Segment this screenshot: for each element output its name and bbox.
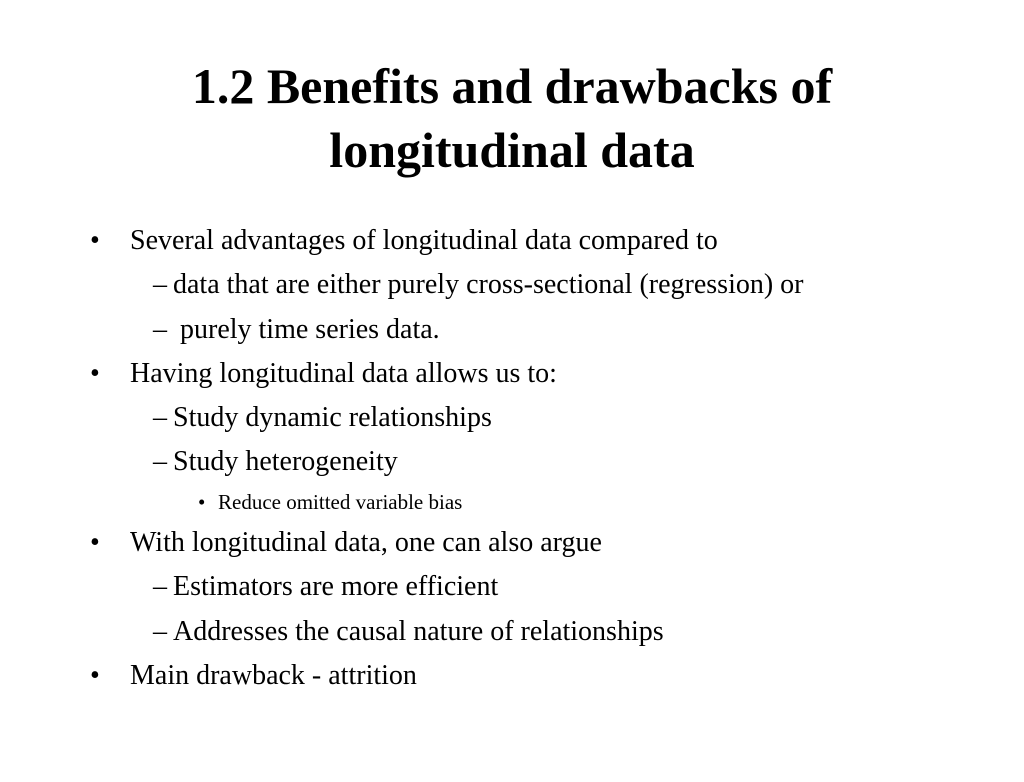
sub-bullet-text: purely time series data.	[173, 314, 440, 345]
slide-title-line-1: 1.2 Benefits and drawbacks of	[191, 58, 833, 114]
dash-marker: –	[153, 269, 167, 300]
slide-title	[0, 54, 1024, 182]
bullet-marker: •	[90, 225, 100, 256]
sub-bullet-text: data that are either purely cross-sectional (regression) or	[173, 269, 804, 300]
dash-marker: –	[153, 616, 167, 647]
bullet-marker: •	[90, 527, 100, 558]
bullet-marker: •	[198, 490, 206, 514]
dash-marker: –	[153, 571, 167, 602]
sub-sub-bullet-text: Reduce omitted variable bias	[218, 490, 463, 514]
dash-marker: –	[153, 314, 167, 345]
bullet-text: Main drawback - attrition	[130, 660, 417, 691]
slide-title-line-2: longitudinal data	[329, 122, 695, 178]
dash-marker: –	[153, 402, 167, 433]
bullet-marker: •	[90, 358, 100, 389]
bullet-text: With longitudinal data, one can also argue	[130, 527, 602, 558]
sub-bullet-text: Study heterogeneity	[173, 446, 398, 477]
sub-bullet-text: Study dynamic relationships	[173, 402, 492, 433]
bullet-marker: •	[90, 660, 100, 691]
sub-bullet-text: Estimators are more efficient	[173, 571, 499, 602]
sub-bullet-text: Addresses the causal nature of relationships	[173, 616, 664, 647]
dash-marker: –	[153, 446, 167, 477]
bullet-text: Having longitudinal data allows us to:	[130, 358, 557, 389]
bullet-text: Several advantages of longitudinal data compared to	[130, 225, 718, 256]
